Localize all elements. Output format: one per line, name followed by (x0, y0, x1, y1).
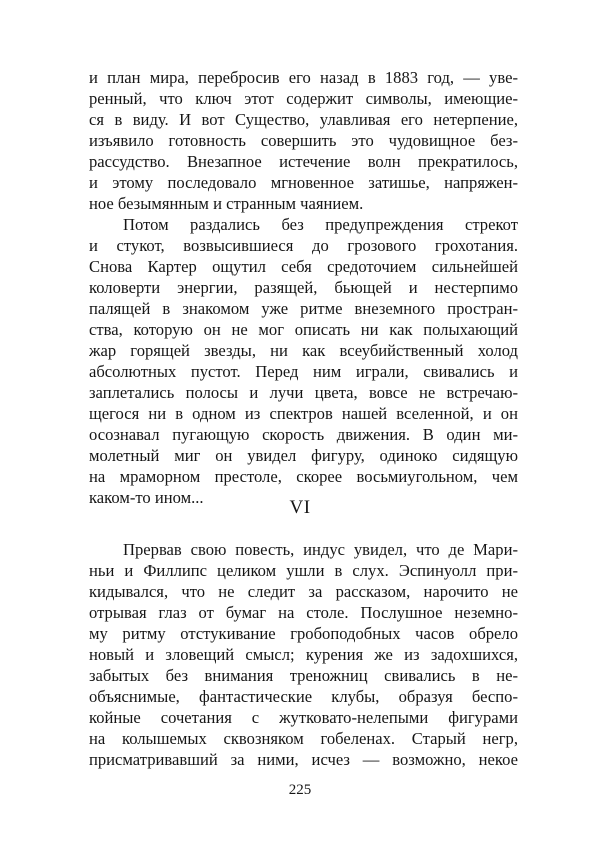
text-line: койные сочетания с жутковато-нелепыми фигурами (89, 708, 518, 727)
text-line: ное безымянным и странным чаянием. (89, 194, 364, 213)
text-line: отрывая глаз от бумаг на столе. Послушное неземно- (89, 603, 518, 622)
text-line: осознавал пугающую скорость движения. В один ми- (89, 425, 518, 444)
text-line: забытых без внимания треножниц свивались в не- (89, 666, 518, 685)
page-number: 225 (288, 782, 312, 798)
text-line: и план мира, перебросив его назад в 1883 год, — уве- (89, 68, 518, 87)
text-line: ства, которую он не мог описать ни как полыхающий (89, 320, 518, 339)
text-line: Потом раздались без предупреждения стрекот (123, 215, 518, 234)
text-line: жар горящей звезды, ни как всеубийственный холод (89, 341, 518, 360)
text-line: заплетались полосы и лучи цвета, вовсе не встречаю- (89, 383, 518, 402)
text-line: молетный миг он увидел фигуру, одиноко сидящую (89, 446, 518, 465)
text-line: каком-то ином... (89, 488, 204, 507)
text-line: объяснимые, фантастические клубы, образуя беспо- (89, 687, 518, 706)
text-line: му ритму отстукивание гробоподобных часов обрело (89, 624, 518, 643)
text-line: и этому последовало мгновенное затишье, напряжен- (89, 173, 518, 192)
text-line: ньи и Филлипс целиком ушли в слух. Эспинуолл при- (89, 561, 518, 580)
text-line: щегося ни в одном из спектров нашей вселенной, и он (89, 404, 518, 423)
text-line: Снова Картер ощутил себя средоточием сильнейшей (89, 257, 518, 276)
text-line: коловерти энергии, разящей, бьющей и нестерпимо (89, 278, 518, 297)
text-line: палящей в знакомом уже ритме внеземного простран- (89, 299, 518, 318)
text-line: ся в виду. И вот Существо, улавливая его нетерпение, (89, 110, 518, 129)
text-line: ренный, что ключ этот содержит символы, имеющие- (89, 89, 518, 108)
text-line: абсолютных пустот. Перед ним играли, свивались и (89, 362, 518, 381)
text-line: на колышемых сквозняком гобеленах. Старый негр, (89, 729, 518, 748)
text-line: присматривавший за ними, исчез — возможно, некое (89, 750, 518, 769)
text-line: на мраморном престоле, скорее восьмиугольном, чем (89, 467, 518, 486)
text-line: изъявило готовность совершить это чудовищное без- (89, 131, 518, 150)
text-line: кидывался, что не следит за рассказом, нарочито не (89, 582, 518, 601)
chapter-heading: VI (289, 497, 311, 518)
text-line: и стукот, возвысившиеся до грозового грохотания. (89, 236, 518, 255)
text-line: рассудство. Внезапное истечение волн прекратилось, (89, 152, 518, 171)
text-line: новый и зловещий смысл; курения же из задохшихся, (89, 645, 518, 664)
text-line: Прервав свою повесть, индус увидел, что де Мари- (123, 540, 518, 559)
